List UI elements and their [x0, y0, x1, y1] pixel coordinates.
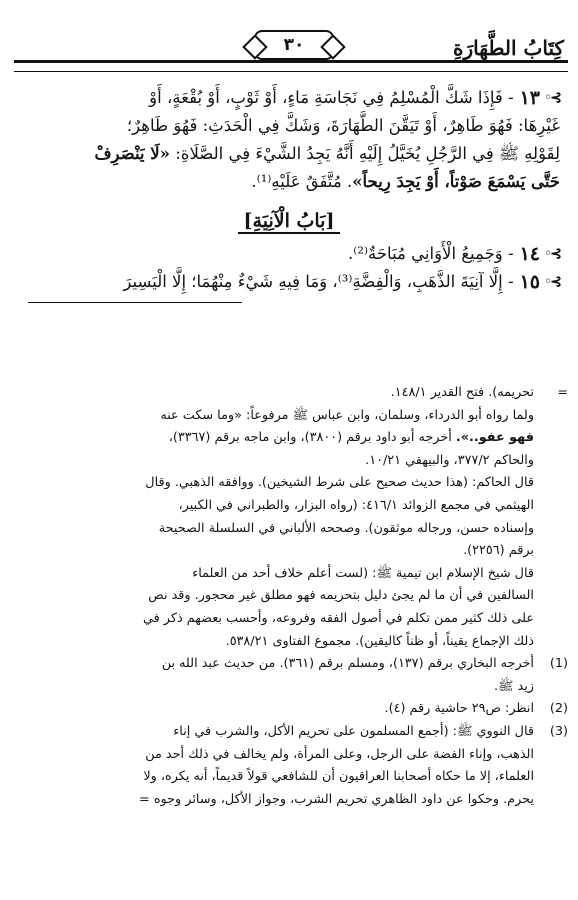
footnote-line: العلماء، إلا ما حكاه أصحابنا العراقيون أن للشافعي قولاً قديماً، أنه يكره، ولا: [143, 769, 534, 785]
item-13: [18, 84, 560, 112]
chapter-header-title: كِتَابُ الطَّهَارَةِ: [453, 36, 564, 60]
item-number-14: ⊱◦ ١٤: [520, 240, 560, 268]
item-14: [18, 240, 560, 268]
header-rule: [14, 60, 568, 72]
item-15-text: - إِلَّا آنِيَةَ الذَّهَبِ، وَالْفِضَّةِ⁽³⁾، وَمَا فِيهِ شَيْءٌ مِنْهُمَا؛ إِلَّا الْيَسِيرَ: [123, 272, 514, 291]
footnote-2: (2) انظر: ص٢٩ حاشية رقم (٤).: [14, 698, 560, 721]
main-text: [18, 84, 560, 303]
footnote-marker-3: (3): [549, 723, 568, 739]
footnote-line: على ذلك كثير ممن تكلم في أصول الفقه وفروعه، وأحسب بعضهم ذكر في: [142, 610, 534, 626]
footnote-marker-2: (2): [549, 701, 568, 717]
ornament-icon: ⊱◦: [544, 90, 560, 106]
footnote-3: (3) قال النووي ﷺ: (أجمع المسلمون على تحريم الأكل، والشرب في إناء: [14, 721, 560, 744]
footnote-line: الذهب، وإناء الفضة على الرجل، وعلى المرأة، ولم يخالف في ذلك أحد من: [145, 746, 534, 762]
footnote-line: وإسناده حسن، ورجاله موثقون). وصححه الألباني في السلسلة الصحيحة: [158, 520, 534, 536]
footnote-1: (1) أخرجه البخاري برقم (١٣٧)، ومسلم برقم (٣٦١). من حديث عبد الله بن: [14, 653, 560, 676]
footnote-line: قال شيخ الإسلام ابن تيمية ﷺ: (لست أعلم خلاف أحد من العلماء: [192, 565, 534, 581]
item-13-line-1: - فَإِذَا شَكَّ الْمُسْلِمُ فِي نَجَاسَةِ مَاءٍ، أَوْ ثَوْبٍ، أَوْ بُقْعَةٍ، أَوْ: [149, 88, 514, 107]
footnote-marker-1: (1): [549, 656, 568, 672]
hadith-quote-start: «لَا يَنْصَرِفْ: [94, 144, 170, 163]
ornament-icon: ⊱◦: [544, 246, 560, 262]
hadith-quote: فهو عفو..».: [455, 430, 534, 446]
item-13-line-3-text: لِقَوْلِهِ ﷺ فِي الرَّجُلِ يُخَيَّلُ إِلَيْهِ أَنَّهُ يَجِدُ الشَّيْءَ فِي الصَّلَاةِ:: [175, 144, 560, 163]
footnote-line: زيد ﷺ.: [493, 678, 534, 694]
page-header: [14, 22, 568, 68]
hadith-source: . مُتَّفَقٌ عَلَيْهِ: [271, 172, 353, 191]
ornament-icon: ⊱◦: [544, 274, 560, 290]
footnote-line: الهيثمي في مجمع الزوائد ٤١٦/١: (رواه البزار، والطبراني في الكبير،: [178, 497, 534, 513]
item-13-line-2: غَيْرِهَا: فَهُوَ طَاهِرٌ، أَوْ تَيَقَّنَ الطَّهَارَةَ، وَشَكَّ فِي الْحَدَثِ: فَهُوَ طَاهِرٌ؛: [126, 116, 560, 135]
footnote-line: برقم (٢٢٥٦).: [463, 543, 534, 559]
footnote-line: ولما رواه أبو الدرداء، وسلمان، وابن عباس ﷺ مرفوعاً: «وما سكت عنه: [160, 407, 534, 423]
chapter-heading-text: [بَابُ الْآنِيَةِ]: [238, 210, 341, 234]
footnote-line: فهو عفو..». أخرجه أبو داود برقم (٣٨٠٠)، وابن ماجه برقم (٣٣٦٧)،: [168, 430, 534, 446]
item-14-text: - وَجَمِيعُ الْأَوَانِي مُبَاحَةٌ⁽²⁾.: [348, 244, 514, 263]
item-13-line-3: [18, 140, 560, 168]
footnote-line: = تحريمه). فتح القدير ١٤٨/١.: [14, 382, 560, 405]
footnote-line: ذلك الإجماع يقيناً، أو ظناً كاليقين). مجموع الفتاوى ٥٣٨/٢١.: [225, 633, 534, 649]
item-15: [18, 268, 560, 296]
item-number-13: ⊱◦ ١٣: [520, 84, 560, 112]
footnote-line: السالفين في أن ما لم يجئ دليل بتحريمه فهو مطلق غير محجور. وقد نص: [148, 588, 534, 604]
footnote-line: والحاكم ٣٧٧/٢، والبيهقي ١٠/٢١.: [365, 452, 534, 468]
item-13-line-4: [18, 168, 560, 196]
chapter-heading: [18, 206, 560, 236]
item-number-15: ⊱◦ ١٥: [520, 268, 560, 296]
footnote-line: يحرم. وحكوا عن داود الظاهري تحريم الشرب، وجواز الأكل، وسائر وجوه =: [139, 791, 534, 807]
footnotes: [14, 382, 568, 811]
footnote-separator: [28, 302, 242, 303]
footnote-line: قال الحاكم: (هذا حديث صحيح على شرط الشيخين). ووافقه الذهبي. وقال: [145, 475, 534, 491]
hadith-quote-end: حَتَّى يَسْمَعَ صَوْتاً، أَوْ يَجِدَ رِيحاً»: [352, 172, 560, 191]
footnote-ref-1: ⁽¹⁾.: [251, 172, 272, 191]
page-number-badge: ٣٠: [254, 30, 334, 60]
continuation-mark: =: [557, 385, 568, 400]
